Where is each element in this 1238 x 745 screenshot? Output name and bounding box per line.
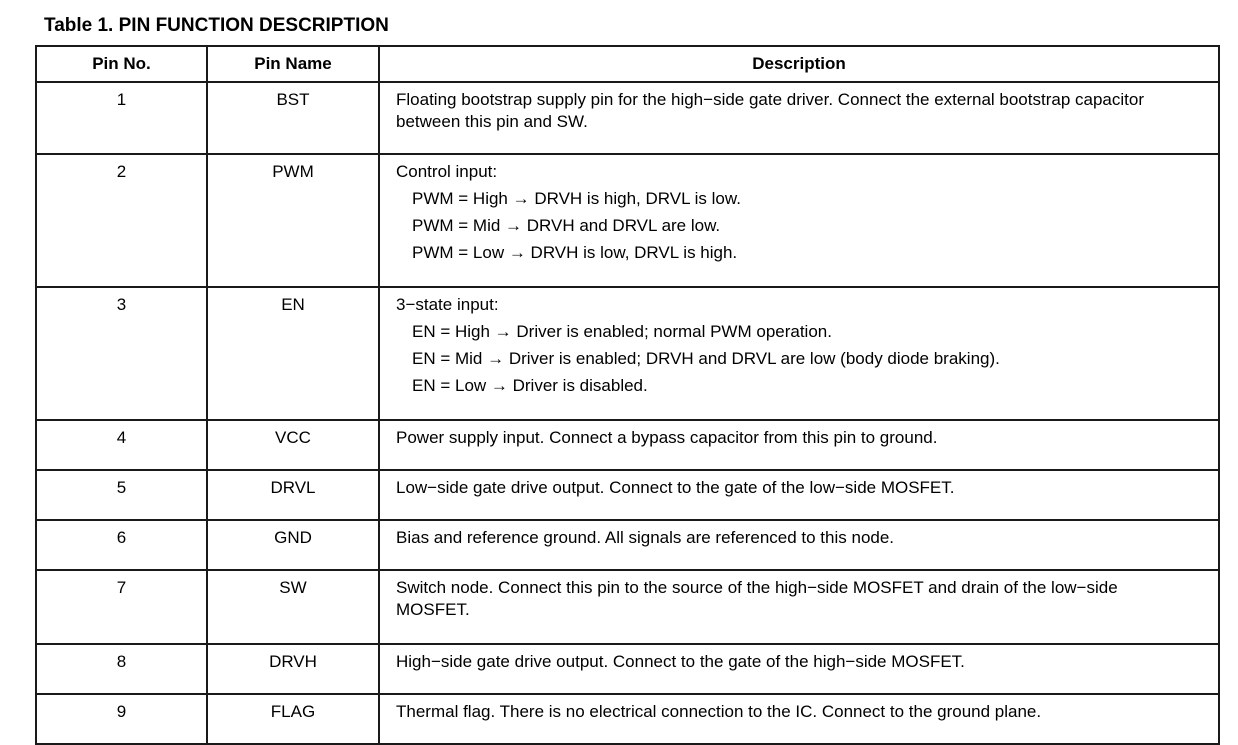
- table-row: [36, 470, 1219, 520]
- header-description: Description: [379, 46, 1219, 82]
- pin-description: [379, 82, 1219, 154]
- pin-name: SW: [207, 570, 379, 644]
- header-pin-name: Pin Name: [207, 46, 379, 82]
- pin-number: 8: [36, 644, 207, 694]
- pin-name: EN: [207, 287, 379, 420]
- pin-name: PWM: [207, 154, 379, 287]
- description-subline: PWM = Mid → DRVH and DRVL are low.: [412, 216, 721, 235]
- pin-name: GND: [207, 520, 379, 570]
- pin-name: FLAG: [207, 694, 379, 744]
- pin-number: 7: [36, 570, 207, 644]
- header-pin-no: Pin No.: [36, 46, 207, 82]
- table-row: [36, 520, 1219, 570]
- pin-description: [379, 420, 1219, 470]
- pin-description: [379, 520, 1219, 570]
- table-row: [36, 694, 1219, 744]
- pin-number: 3: [36, 287, 207, 420]
- pin-function-table: [35, 45, 1220, 745]
- table-row: [36, 420, 1219, 470]
- description-text: Power supply input. Connect a bypass capacitor from this pin to ground.: [396, 428, 938, 447]
- table-row: [36, 644, 1219, 694]
- description-text: Switch node. Connect this pin to the source of the high−side MOSFET and drain of the low−side MOSFET.: [396, 578, 1118, 619]
- header-row: [36, 46, 1219, 82]
- pin-description: [379, 694, 1219, 744]
- pin-description: [379, 570, 1219, 644]
- pin-number: 1: [36, 82, 207, 154]
- pin-number: 2: [36, 154, 207, 287]
- table-row: [36, 570, 1219, 644]
- table-title: Table 1. PIN FUNCTION DESCRIPTION: [44, 15, 389, 36]
- description-subline: PWM = Low → DRVH is low, DRVL is high.: [412, 243, 738, 262]
- table-row: [36, 82, 1219, 154]
- pin-description: [379, 644, 1219, 694]
- table-row: [36, 287, 1219, 420]
- pin-name: VCC: [207, 420, 379, 470]
- pin-number: 4: [36, 420, 207, 470]
- pin-description: [379, 287, 1219, 420]
- pin-number: 6: [36, 520, 207, 570]
- description-subline: EN = High → Driver is enabled; normal PWM operation.: [412, 322, 832, 341]
- description-text: High−side gate drive output. Connect to the gate of the high−side MOSFET.: [396, 652, 965, 671]
- description-text: 3−state input:: [396, 295, 499, 314]
- description-subline: EN = Mid → Driver is enabled; DRVH and DRVL are low (body diode braking).: [412, 349, 1000, 368]
- description-subline: EN = Low → Driver is disabled.: [412, 376, 648, 395]
- description-subline: PWM = High → DRVH is high, DRVL is low.: [412, 189, 741, 208]
- table-row: [36, 154, 1219, 287]
- pin-description: [379, 470, 1219, 520]
- pin-name: DRVH: [207, 644, 379, 694]
- pin-description: [379, 154, 1219, 287]
- pin-name: DRVL: [207, 470, 379, 520]
- pin-name: BST: [207, 82, 379, 154]
- description-text: Bias and reference ground. All signals are referenced to this node.: [396, 528, 895, 547]
- pin-number: 9: [36, 694, 207, 744]
- description-text: Thermal flag. There is no electrical connection to the IC. Connect to the ground plane.: [396, 702, 1042, 721]
- description-text: Low−side gate drive output. Connect to the gate of the low−side MOSFET.: [396, 478, 955, 497]
- pin-number: 5: [36, 470, 207, 520]
- description-text: Control input:: [396, 162, 498, 181]
- description-text: Floating bootstrap supply pin for the high−side gate driver. Connect the external bootstrap capacitor between this pin and SW.: [396, 90, 1144, 131]
